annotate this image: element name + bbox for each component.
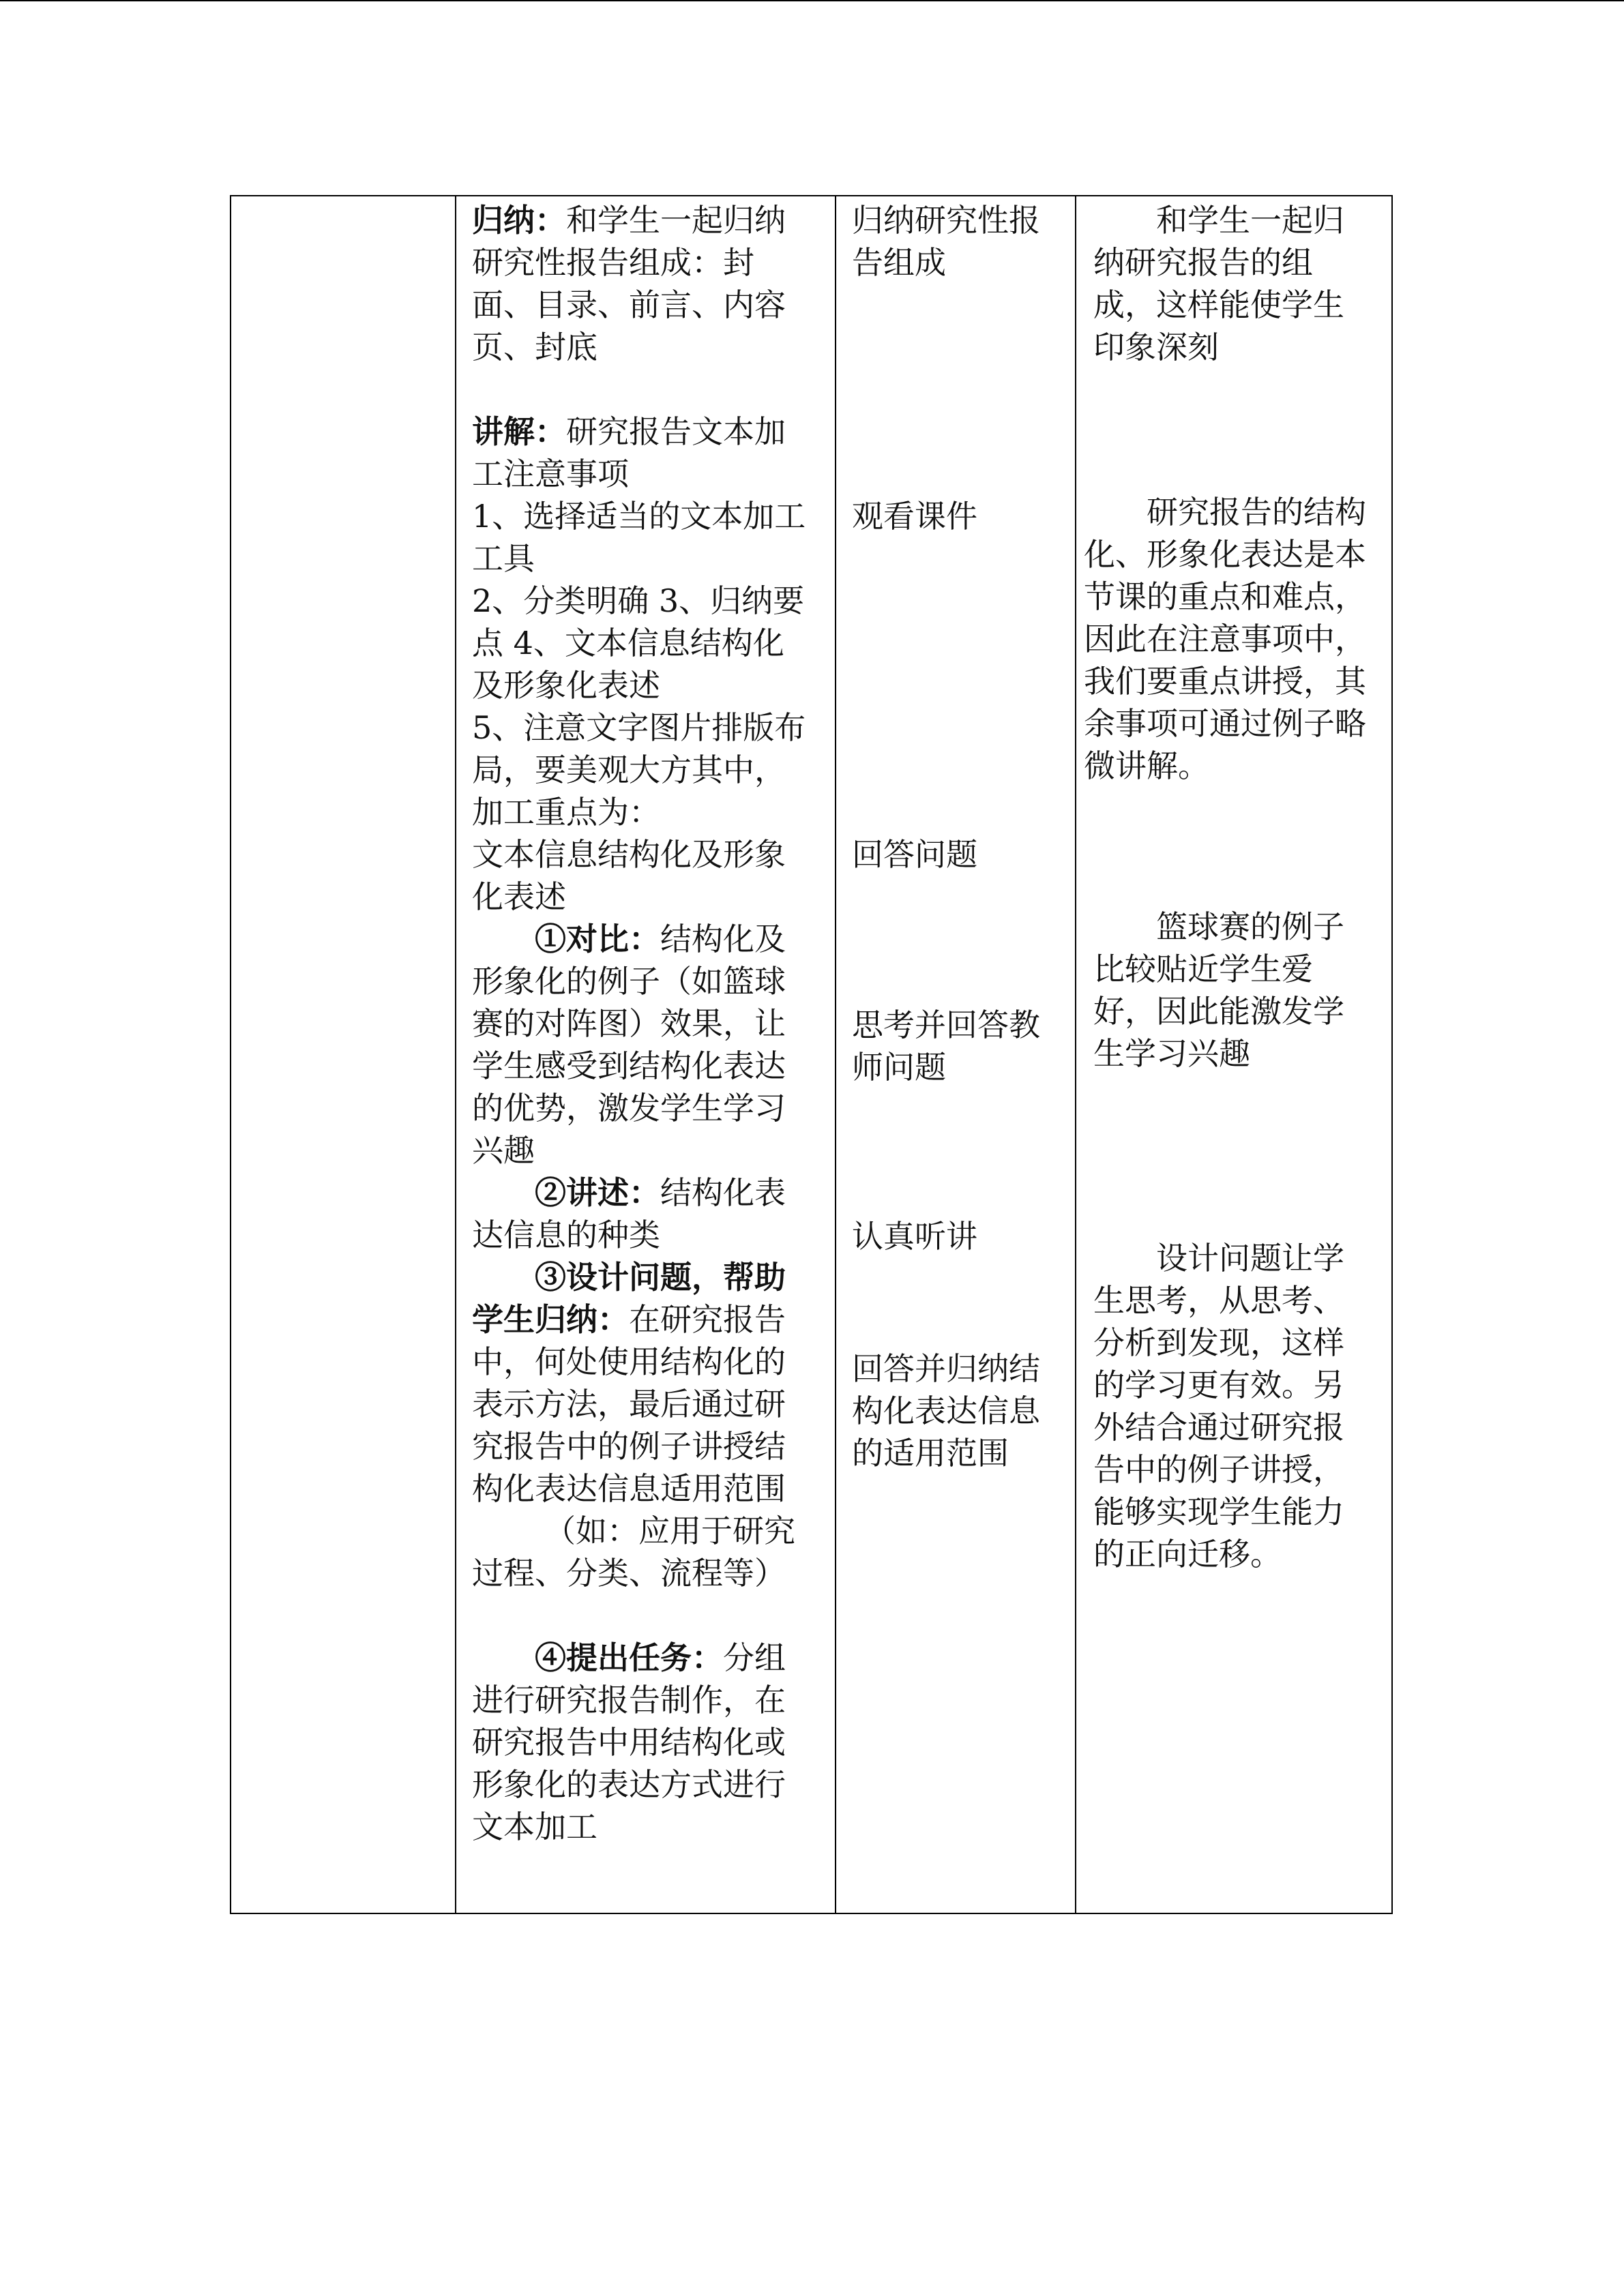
column-divider-1 [455,196,456,1913]
top-border-line [0,0,1624,1]
summary-label: 归纳： [472,202,566,239]
lesson-plan-table [230,195,1393,1914]
design-intent-4: 设计问题让学生思考，从思考、分析到发现，这样的学习更有效。另外结合通过研究报告中的例子讲授，能够实现学生能力的正向迁移。 [1093,1240,1344,1572]
summary-paragraph [472,199,806,368]
point-3-label: ③设计问题，帮助学生归纳： [472,1259,786,1338]
note-item-2: 2、分类明确 3、归纳要点 4、文本信息结构化及形象化表述 [472,582,805,704]
lecture-paragraph [472,411,806,495]
point-2-text: 结构化表达信息的种类 [472,1174,786,1253]
point-3 [472,1256,806,1510]
point-2-label: ②讲述： [535,1174,660,1211]
point-3-text: 在研究报告中，何处使用结构化的表示方法，最后通过研究报告中的例子讲授结构化表达信息适用范围 [472,1301,786,1507]
student-activity-6: 回答并归纳结构化表达信息的适用范围 [852,1350,1040,1472]
lecture-label: 讲解： [472,413,566,450]
student-activity-1: 归纳研究性报告组成 [852,202,1040,281]
student-activity-5: 认真听讲 [852,1218,977,1255]
student-activity-4: 思考并回答教师问题 [852,1007,1040,1086]
design-intent-2: 研究报告的结构化、形象化表达是本节课的重点和难点，因此在注意事项中，我们要重点讲授，其余事项可通过例子略微讲解。 [1084,494,1366,784]
design-intent-3: 篮球赛的例子比较贴近学生爱好，因此能激发学生学习兴趣 [1093,908,1344,1072]
summary-text: 和学生一起归纳研究性报告组成：封面、目录、前言、内容页、封底 [472,202,786,366]
point-1 [472,918,806,1172]
point-1-label: ①对比： [535,921,660,957]
focus-text: 文本信息结构化及形象化表述 [472,836,786,915]
lecture-text: 研究报告文本加工注意事项 [472,413,786,492]
point-4 [472,1637,806,1848]
student-activity-3: 回答问题 [852,836,977,873]
student-activity-2: 观看课件 [852,498,977,535]
point-4-text: 分组进行研究报告制作，在研究报告中用结构化或形象化的表达方式进行文本加工 [472,1639,786,1845]
teacher-activity-cell [472,199,806,1848]
note-item-5: 5、注意文字图片排版布局，要美观大方其中，加工重点为： [472,709,806,831]
point-1-text: 结构化及形象化的例子（如篮球赛的对阵图）效果，让学生感受到结构化表达的优势，激发学生学习兴趣 [472,921,786,1169]
point-3-example: （如：应用于研究过程、分类、流程等） [472,1512,795,1592]
note-item-1: 1、选择适当的文本加工工具 [472,498,806,577]
design-intent-1: 和学生一起归纳研究报告的组成，这样能使学生印象深刻 [1093,202,1344,366]
column-divider-3 [1075,196,1076,1913]
point-4-label: ④提出任务： [535,1639,723,1676]
point-2 [472,1172,806,1256]
column-divider-2 [835,196,836,1913]
